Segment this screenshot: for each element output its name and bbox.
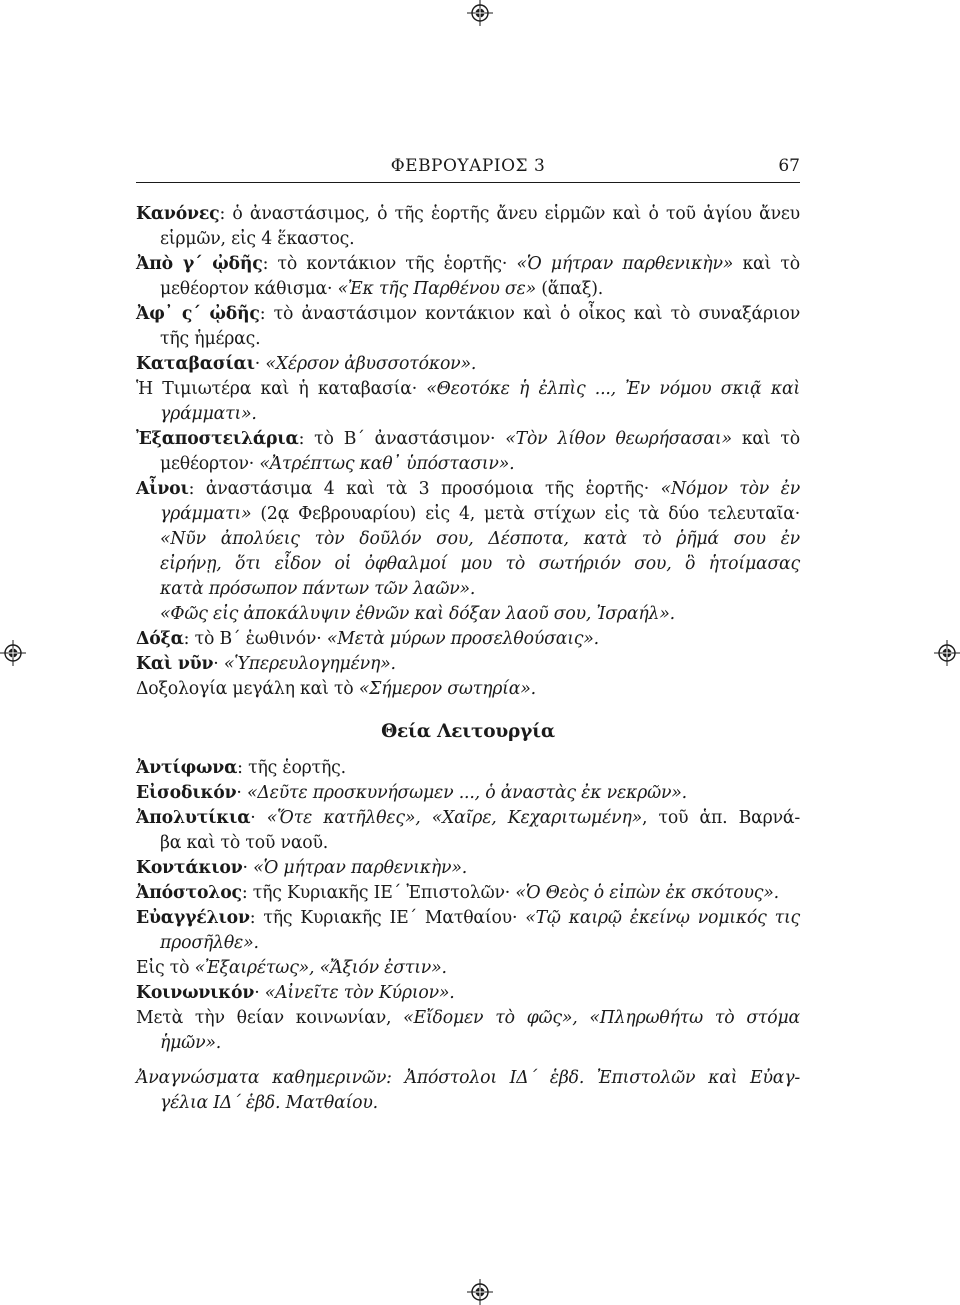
kanones-line-1: Κανόνες: ὁ ἀναστάσιμος, ὁ τῆς ἑορτῆς ἄνευ εἱρμῶν καὶ ὁ τοῦ ἁγίου ἄνευ <box>136 204 800 224</box>
apostolos-label: Ἀπόστολος <box>136 883 242 903</box>
page-number: 67 <box>778 156 800 176</box>
exapostilaria-line-2: μεθέορτον· «Ἀτρέπτως καθ᾽ ὑπόστασιν». <box>160 454 515 474</box>
ode6-line-2: τῆς ἡμέρας. <box>160 329 261 349</box>
apolytikia-label: Ἀπολυτίκια <box>136 808 251 828</box>
evangelion-label: Εὐαγγέλιον <box>136 908 250 928</box>
katavasiai-line: Καταβασίαι· «Χέρσον ἀβυσσοτόκον». <box>136 354 477 374</box>
registration-mark-bottom <box>467 1279 493 1305</box>
ainoi-line-4: εἰρήνῃ, ὅτι εἶδον οἱ ὀφθαλμοί μου τὸ σωτήριόν σου, ὃ ἡτοίμασας <box>160 554 800 574</box>
apolytikia-line-1: Ἀπολυτίκια· «Ὅτε κατῆλθες», «Χαῖρε, Κεχαριτωμένη», τοῦ ἁπ. Βαρνά- <box>136 808 800 828</box>
apostolos-line: Ἀπόστολος: τῆς Κυριακῆς ΙΕ΄ Ἐπιστολῶν· «Ὁ Θεὸς ὁ εἰπὼν ἐκ σκότους». <box>136 883 779 903</box>
doxa-label: Δόξα <box>136 629 184 649</box>
doxologia-line: Δοξολογία μεγάλη καὶ τὸ «Σήμερον σωτηρία». <box>136 679 536 699</box>
ode3-line-2: μεθέορτον κάθισμα· «Ἐκ τῆς Παρθένου σε» (ἅπαξ). <box>160 279 604 299</box>
doxa-line: Δόξα: τὸ Β΄ ἑωθινόν· «Μετὰ μύρων προσελθούσαις». <box>136 629 599 649</box>
ode6-line-1: Ἀφ᾽ ς΄ ᾠδῆς: τὸ ἀναστάσιμον κοντάκιον καὶ ὁ οἶκος καὶ τὸ συναξάριον <box>136 304 801 324</box>
koinonikon-label: Κοινωνικόν <box>136 983 255 1003</box>
ainoi-line-1: Αἶνοι: ἀναστάσιμα 4 καὶ τὰ 3 προσόμοια τῆς ἑορτῆς· «Νόμον τὸν ἐν <box>136 479 801 499</box>
timiotera-line-1: Ἡ Τιμιωτέρα καὶ ἡ καταβασία· «Θεοτόκε ἡ ἐλπὶς ..., Ἐν νόμου σκιᾷ καὶ <box>136 379 800 399</box>
exapostilaria-line-1: Ἐξαποστειλάρια: τὸ Β΄ ἀναστάσιμον· «Τὸν λίθον θεωρήσασαι» καὶ τὸ <box>136 429 800 449</box>
registration-mark-top <box>467 0 493 26</box>
kai-nyn-line: Καὶ νῦν· «Ὑπερευλογημένη». <box>136 654 396 674</box>
anagnosmata-line-1: Ἀναγνώσματα καθημερινῶν: Ἀπόστολοι ΙΔ΄ ἑβδ. Ἐπιστολῶν καὶ Εὐαγ- <box>136 1068 800 1088</box>
evangelion-line-2: προσῆλθε». <box>160 933 259 953</box>
page-header <box>136 152 800 183</box>
antifona-label: Ἀντίφωνα <box>136 758 238 778</box>
katavasiai-label: Καταβασίαι <box>136 354 255 374</box>
eis-to-line: Εἰς τὸ «Ἐξαιρέτως», «Ἄξιόν ἐστιν». <box>136 958 447 978</box>
evangelion-line-1: Εὐαγγέλιον: τῆς Κυριακῆς ΙΕ΄ Ματθαίου· «Τῷ καιρῷ ἐκείνῳ νομικός τις <box>136 908 800 928</box>
ainoi-line-5: κατὰ πρόσωπον πάντων τῶν λαῶν». <box>160 579 476 599</box>
page-body <box>136 202 800 1116</box>
ainoi-line-2: γράμματι» (2ᾳ Φεβρουαρίου) εἰς 4, μετὰ στίχων εἰς τὰ δύο τελευταῖα· <box>160 504 800 524</box>
registration-mark-left <box>0 640 26 666</box>
antifona-line: Ἀντίφωνα: τῆς ἑορτῆς. <box>136 758 346 778</box>
ainoi-line-3: «Νῦν ἀπολύεις τὸν δοῦλόν σου, Δέσποτα, κατὰ τὸ ῥῆμά σου ἐν <box>160 529 800 549</box>
ode3-label: Ἀπὸ γ΄ ᾠδῆς <box>136 254 263 274</box>
kanones-label: Κανόνες <box>136 204 220 224</box>
meta-koinonian-line-1: Μετὰ τὴν θείαν κοινωνίαν, «Εἴδομεν τὸ φῶς», «Πληρωθήτω τὸ στόμα <box>136 1008 800 1028</box>
ode3-line-1: Ἀπὸ γ΄ ᾠδῆς: τὸ κοντάκιον τῆς ἑορτῆς· «Ὁ μήτραν παρθενικὴν» καὶ τὸ <box>136 254 800 274</box>
liturgy-section-title: Θεία Λειτουργία <box>381 721 555 742</box>
crosshair-registration-icon <box>467 0 493 26</box>
kontakion-label: Κοντάκιον <box>136 858 243 878</box>
running-title: ΦΕΒΡΟΥΑΡΙΟΣ 3 <box>390 156 546 176</box>
ainoi-label: Αἶνοι <box>136 479 189 499</box>
eisodikon-label: Εἰσοδικόν <box>136 783 237 803</box>
exapostilaria-label: Ἐξαποστειλάρια <box>136 429 299 449</box>
ode6-label: Ἀφ᾽ ς΄ ᾠδῆς <box>136 304 260 324</box>
crosshair-registration-icon <box>934 640 960 666</box>
timiotera-line-2: γράμματι». <box>160 404 257 424</box>
ainoi-line-6: «Φῶς εἰς ἀποκάλυψιν ἐθνῶν καὶ δόξαν λαοῦ σου, Ἰσραήλ». <box>160 604 675 624</box>
koinonikon-line: Κοινωνικόν· «Αἰνεῖτε τὸν Κύριον». <box>136 983 455 1003</box>
crosshair-registration-icon <box>0 640 26 666</box>
eisodikon-line: Εἰσοδικόν· «Δεῦτε προσκυνήσωμεν ..., ὁ ἀναστὰς ἐκ νεκρῶν». <box>136 783 687 803</box>
anagnosmata-line-2: γέλια ΙΔ΄ ἑβδ. Ματθαίου. <box>160 1093 378 1113</box>
apolytikia-line-2: βα καὶ τὸ τοῦ ναοῦ. <box>160 833 329 853</box>
kanones-line-2: εἱρμῶν, εἰς 4 ἕκαστος. <box>160 229 355 249</box>
meta-koinonian-line-2: ἡμῶν». <box>160 1033 222 1053</box>
registration-mark-right <box>934 640 960 666</box>
kai-nyn-label: Καὶ νῦν <box>136 654 214 674</box>
crosshair-registration-icon <box>467 1279 493 1305</box>
kontakion-line: Κοντάκιον· «Ὁ μήτραν παρθενικὴν». <box>136 858 467 878</box>
spacer <box>136 1056 800 1066</box>
